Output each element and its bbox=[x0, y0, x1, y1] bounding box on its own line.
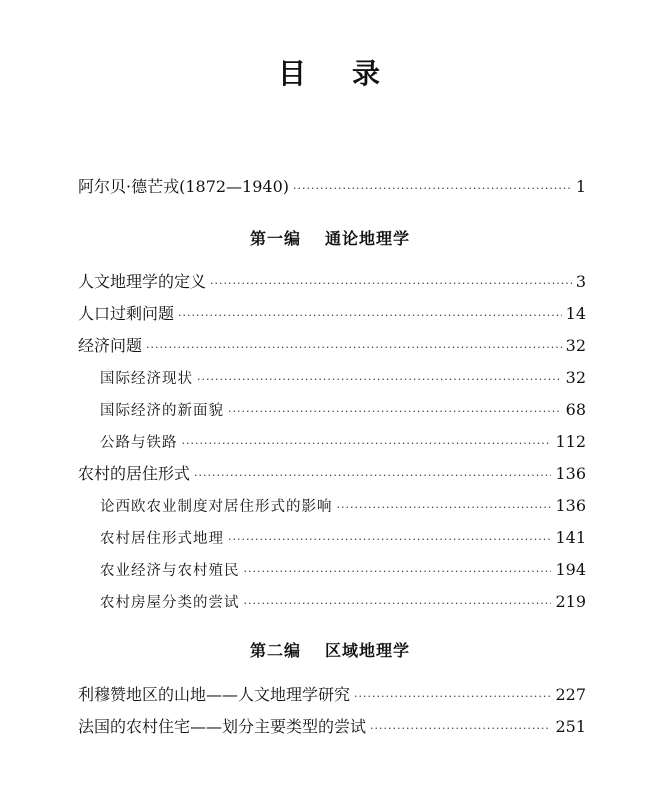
leader-dots bbox=[244, 592, 552, 616]
toc-subentry[interactable] bbox=[100, 398, 586, 422]
section-name: 通论地理学 bbox=[325, 229, 411, 248]
toc-entry-title: 经济问题 bbox=[78, 336, 143, 355]
toc-entry-title: 人口过剩问题 bbox=[78, 304, 175, 323]
toc-entry[interactable] bbox=[78, 462, 586, 486]
section-name: 区域地理学 bbox=[325, 641, 411, 660]
toc-entry-title: 农业经济与农村殖民 bbox=[100, 563, 240, 579]
toc-entry-title: 人文地理学的定义 bbox=[78, 272, 207, 291]
toc-subentry[interactable] bbox=[100, 526, 586, 550]
title-char-right: 录 bbox=[352, 57, 383, 90]
toc-entry-title: 国际经济的新面貌 bbox=[100, 403, 224, 419]
leader-dots bbox=[194, 464, 551, 488]
toc-entry-page: 1 bbox=[575, 177, 586, 196]
toc-entry[interactable] bbox=[78, 334, 586, 358]
section-heading-part-two bbox=[0, 638, 660, 661]
toc-entry-page: 3 bbox=[575, 272, 586, 291]
leader-dots bbox=[210, 272, 572, 296]
title-char-left: 目 bbox=[277, 57, 308, 90]
toc-entry-page: 68 bbox=[565, 400, 586, 419]
toc-entry-page: 32 bbox=[565, 368, 586, 387]
toc-entry-title: 论西欧农业制度对居住形式的影响 bbox=[100, 499, 333, 515]
leader-dots bbox=[228, 528, 551, 552]
page-title bbox=[0, 52, 660, 92]
toc-entry-page: 194 bbox=[555, 560, 586, 579]
toc-entry-page: 141 bbox=[555, 528, 586, 547]
leader-dots bbox=[244, 560, 552, 584]
toc-entry-title: 农村房屋分类的尝试 bbox=[100, 595, 240, 611]
leader-dots bbox=[354, 685, 551, 709]
toc-subentry[interactable] bbox=[100, 494, 586, 518]
section-part: 第二编 bbox=[249, 641, 301, 660]
toc-entry[interactable] bbox=[78, 175, 586, 199]
leader-dots bbox=[146, 336, 562, 360]
toc-subentry[interactable] bbox=[100, 430, 586, 454]
toc-entry-title: 农村的居住形式 bbox=[78, 464, 191, 483]
leader-dots bbox=[337, 496, 552, 520]
toc-entry[interactable] bbox=[78, 683, 586, 707]
leader-dots bbox=[178, 304, 562, 328]
leader-dots bbox=[228, 400, 562, 424]
toc-entry-page: 32 bbox=[565, 336, 586, 355]
toc-entry[interactable] bbox=[78, 715, 586, 739]
leader-dots bbox=[293, 177, 572, 201]
section-part: 第一编 bbox=[249, 229, 301, 248]
leader-dots bbox=[197, 368, 562, 392]
leader-dots bbox=[370, 717, 551, 741]
toc-entry-page: 219 bbox=[555, 592, 586, 611]
toc-subentry[interactable] bbox=[100, 558, 586, 582]
toc-entry-page: 227 bbox=[555, 685, 586, 704]
toc-entry-title: 国际经济现状 bbox=[100, 371, 193, 387]
toc-entry-page: 112 bbox=[555, 432, 586, 451]
toc-subentry[interactable] bbox=[100, 590, 586, 614]
toc-entry-title: 法国的农村住宅——划分主要类型的尝试 bbox=[78, 717, 367, 736]
toc-entry-title: 利穆赞地区的山地——人文地理学研究 bbox=[78, 685, 351, 704]
toc-entry-page: 14 bbox=[565, 304, 586, 323]
toc-entry[interactable] bbox=[78, 270, 586, 294]
toc-entry-page: 136 bbox=[555, 496, 586, 515]
toc-entry-title: 公路与铁路 bbox=[100, 435, 178, 451]
toc-entry-page: 136 bbox=[555, 464, 586, 483]
section-heading-part-one bbox=[0, 226, 660, 249]
toc-entry-page: 251 bbox=[555, 717, 586, 736]
toc-subentry[interactable] bbox=[100, 366, 586, 390]
leader-dots bbox=[182, 432, 552, 456]
toc-entry-title: 阿尔贝·德芒戎(1872—1940) bbox=[78, 177, 290, 196]
toc-entry[interactable] bbox=[78, 302, 586, 326]
toc-entry-title: 农村居住形式地理 bbox=[100, 531, 224, 547]
